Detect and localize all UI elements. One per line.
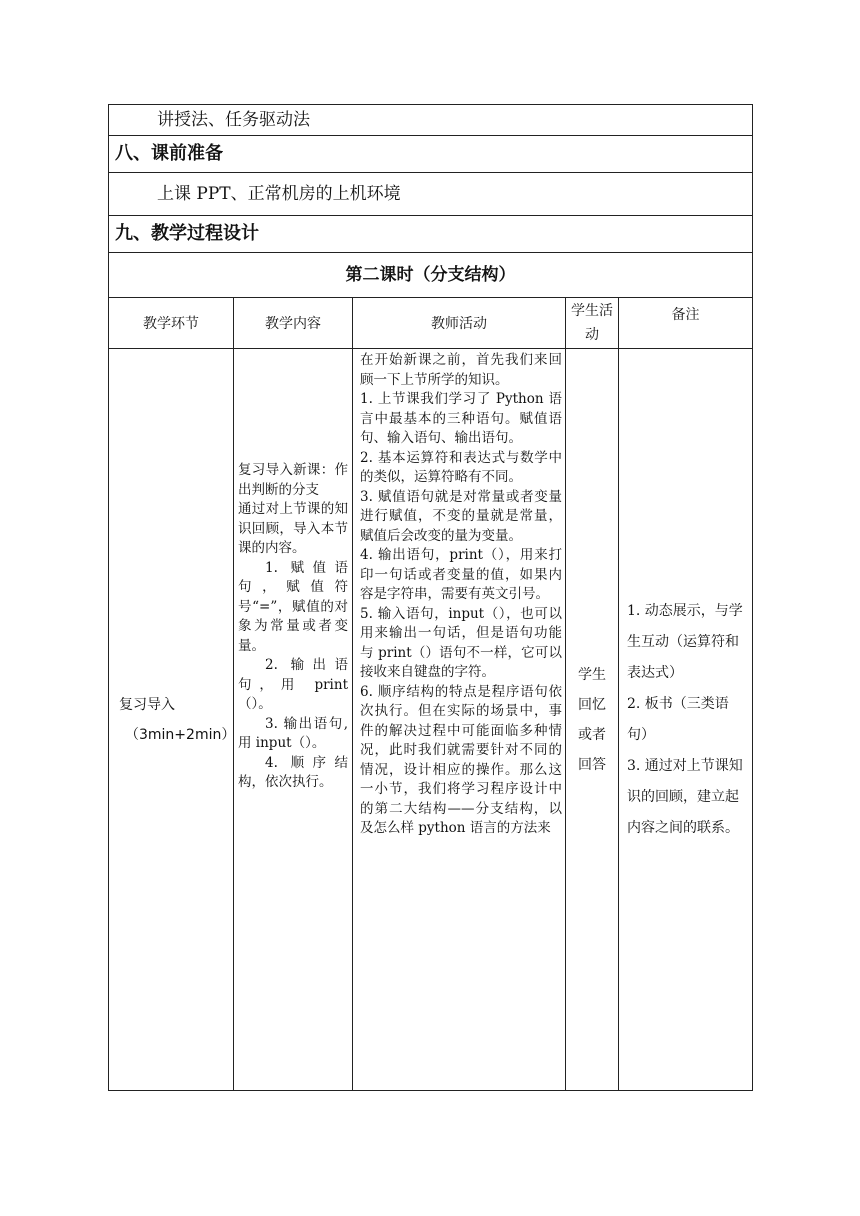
- header-notes: 备注: [619, 298, 753, 349]
- note-line: 2. 板书（三类语句）: [627, 695, 729, 743]
- preparation-row: 上课 PPT、正常机房的上机环境: [109, 173, 753, 216]
- period-title: 第二课时（分支结构）: [109, 253, 753, 298]
- teacher-line: 3. 赋值语句就是对常量或者变量进行赋值，不变的量就是常量，赋值后会改变的量为变量。: [360, 488, 562, 544]
- stage-time: （3min+2min）: [125, 726, 236, 743]
- teacher-line: 在开始新课之前，首先我们来回顾一下上节所学的知识。: [360, 352, 562, 388]
- content-line: 2. 输出语句，用 print（）。: [238, 657, 348, 712]
- teaching-method-row: 讲授法、任务驱动法: [109, 105, 753, 136]
- teacher-line: 1. 上节课我们学习了 Python 语言中最基本的三种语句。赋值语句、输入语句、输出语句。: [360, 391, 562, 446]
- teacher-line: 6. 顺序结构的特点是程序语句依次执行。但在实际的场景中，事件的解决过程中可能面临多种情况，此时我们就需要针对不同的情况，设计相应的操作。那么这一小节，我们将学习程序设计中的第二大结构——分支结构，以及怎么样 python 语言的方法来: [360, 683, 562, 836]
- content-line: 3. 输出语句,用 input（）。: [238, 715, 348, 751]
- teacher-activity-cell: [353, 349, 566, 1091]
- content-line: 通过对上节课的知识回顾，导入本节课的内容。: [238, 501, 348, 556]
- note-line: 3. 通过对上节课知识的回顾，建立起内容之间的联系。: [627, 757, 743, 836]
- content-line: 复习导入新课：作出判断的分支: [238, 462, 348, 498]
- teacher-line: 5. 输入语句，input（），也可以用来输出一句话，但是语句功能与 print（）语句不一样，它可以接收来自键盘的字符。: [360, 605, 562, 680]
- section-heading-preparation: 八、课前准备: [109, 136, 753, 173]
- header-stage: 教学环节: [109, 298, 234, 349]
- lesson-plan-table: [108, 104, 753, 1091]
- header-content: 教学内容: [234, 298, 353, 349]
- teacher-line: 2. 基本运算符和表达式与数学中的类似，运算符略有不同。: [360, 449, 562, 485]
- note-line: 1. 动态展示，与学生互动（运算符和表达式）: [627, 602, 743, 681]
- content-cell: [234, 349, 353, 1091]
- notes-cell: [619, 349, 753, 1091]
- stage-cell: [109, 349, 234, 1091]
- table-row: [109, 349, 753, 1091]
- teacher-line: 4. 输出语句，print（），用来打印一句话或者变量的值，如果内容是字符串，需要有英文引号。: [360, 547, 562, 602]
- stage-name: 复习导入: [119, 696, 175, 713]
- student-activity-cell: 学生回忆或者回答: [566, 349, 619, 1091]
- table-header-row: [109, 298, 753, 349]
- header-student-activity: 学生活动: [566, 298, 619, 349]
- header-teacher-activity: 教师活动: [353, 298, 566, 349]
- section-heading-process: 九、教学过程设计: [109, 216, 753, 253]
- content-line: 4. 顺序结构，依次执行。: [238, 754, 348, 790]
- content-line: 1. 赋值语句，赋值符号“=”，赋值的对象为常量或者变量。: [238, 559, 348, 654]
